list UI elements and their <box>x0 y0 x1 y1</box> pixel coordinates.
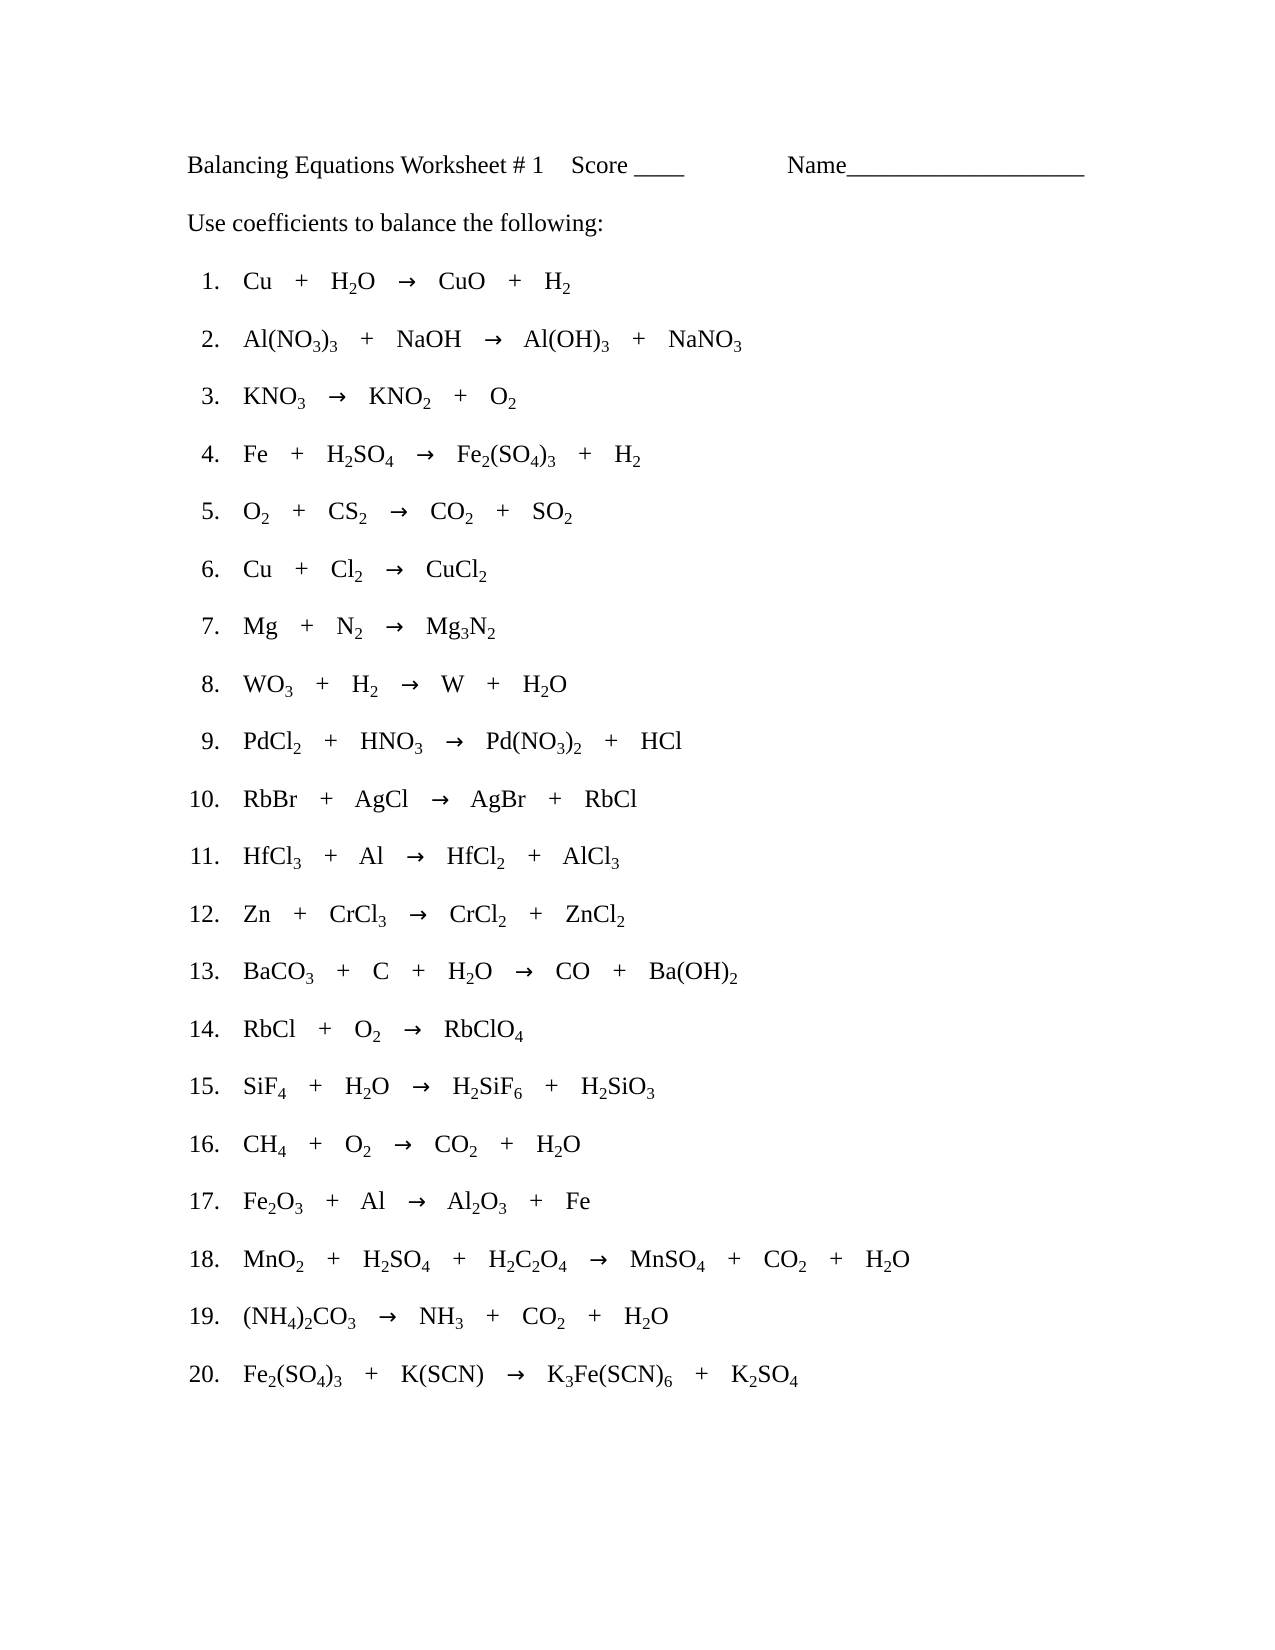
arrow-icon: → <box>445 730 464 755</box>
problem-number: 20. <box>188 1360 220 1388</box>
score-field: Score ____ <box>571 152 685 179</box>
problem-number: 8. <box>201 670 220 698</box>
problem-number: 19. <box>188 1303 220 1330</box>
arrow-icon: → <box>378 1305 397 1330</box>
problem-item <box>0 550 1275 608</box>
problem-number: 4. <box>201 440 220 468</box>
problem-item <box>0 492 1275 550</box>
arrow-icon: → <box>400 672 420 698</box>
problem-item <box>0 895 1275 953</box>
problem-number: 18. <box>188 1245 220 1273</box>
worksheet-header <box>187 146 1087 186</box>
problem-equation: PdCl$_2$ + $HNO_3 \to Pd(NO_3)_2$ + HCl <box>243 728 683 758</box>
arrow-icon: → <box>403 1017 422 1043</box>
arrow-icon: → <box>506 1362 525 1388</box>
problem-number: 14. <box>188 1015 220 1043</box>
arrow-icon: → <box>407 1190 426 1215</box>
problem-equation: RbBr + AgCl → AgBr + RbCl <box>243 785 638 813</box>
problem-item <box>0 320 1275 378</box>
problem-item <box>0 665 1275 723</box>
problem-number: 2. <box>201 325 220 353</box>
problem-equation: $WO_3 + H_2 \to W + H_2O$ <box>243 670 568 701</box>
arrow-icon: → <box>385 615 404 640</box>
problem-item <box>0 607 1275 665</box>
problem-number: 7. <box>201 613 220 640</box>
arrow-icon: → <box>385 557 404 583</box>
problem-item <box>0 1297 1275 1355</box>
worksheet-title: Balancing Equations Worksheet # 1 <box>187 152 545 179</box>
problem-equation: $Mg + N_2 \to Mg_3N_2$ <box>243 613 496 643</box>
problem-item <box>0 1355 1275 1413</box>
arrow-icon: → <box>589 1247 608 1273</box>
problem-equation: $Cu + H_2O$ → CuO + $H_2$ <box>243 268 571 298</box>
arrow-icon: → <box>514 960 534 985</box>
problem-number: 16. <box>188 1130 220 1158</box>
problem-number: 6. <box>201 555 220 583</box>
problem-equation: $Al(NO_3)_3$ + NaOH → $Al(OH)_3$ + NaNO$_3$ <box>243 325 742 356</box>
problem-number: 5. <box>201 498 220 525</box>
problem-number: 17. <box>188 1188 220 1215</box>
problem-equation: $SiF_4 + H_2O \to H_2SiF_6 + H_2SiO_3$ <box>243 1073 655 1103</box>
problem-item <box>0 262 1275 320</box>
problem-equation: $Cu + Cl_2$ → CuCl$_2$ <box>243 555 488 586</box>
problem-equation: HfCl$_3$ + Al → HfCl$_2$ + AlCl$_3$ <box>243 843 620 873</box>
arrow-icon: → <box>411 1075 431 1100</box>
arrow-icon: → <box>430 787 450 813</box>
problem-number: 13. <box>188 958 220 985</box>
problem-number: 12. <box>188 900 220 928</box>
arrow-icon: → <box>389 500 408 525</box>
problem-equation: BaCO$_3$ + $C + H_2O$ → CO + $Ba(OH)_2$ <box>243 958 738 988</box>
problem-number: 9. <box>201 728 220 755</box>
problem-item <box>0 837 1275 895</box>
problem-equation: $Fe_2O_3 + Al \to Al_2O_3 + Fe$ <box>243 1188 591 1218</box>
name-field: Name___________________ <box>787 152 1085 179</box>
arrow-icon: → <box>408 902 428 928</box>
problem-equation: $KNO_3 \to KNO_2 + O_2$ <box>243 383 517 413</box>
arrow-icon: → <box>483 327 503 353</box>
problem-item <box>0 1182 1275 1240</box>
instructions: Use coefficients to balance the following: <box>187 210 604 237</box>
problem-equation: $Fe_2(SO_4)_3 + K(SCN) \to K_3Fe(SCN)_6 + K_2SO_4$ <box>243 1360 799 1391</box>
problem-equation: Zn + CrCl$_3$ → CrCl$_2$ + ZnCl$_2$ <box>243 900 626 931</box>
problem-equation: $MnO_2 + H_2SO_4 + H_2C_2O_4$ → MnSO$_4$ + $CO_2 + H_2O$ <box>243 1245 911 1276</box>
problem-number: 1. <box>201 268 220 295</box>
arrow-icon: → <box>393 1132 413 1158</box>
problem-number: 3. <box>201 383 220 410</box>
problem-number: 11. <box>189 843 220 870</box>
problem-item <box>0 435 1275 493</box>
problem-number: 10. <box>188 785 220 813</box>
problem-item <box>0 722 1275 780</box>
problem-item <box>0 1125 1275 1183</box>
problem-item <box>0 1067 1275 1125</box>
problem-item <box>0 1240 1275 1298</box>
problem-equation: $Fe + H_2SO_4 \to Fe_2(SO_4)_3 + H_2$ <box>243 440 641 471</box>
arrow-icon: → <box>397 270 417 295</box>
problem-item <box>0 1010 1275 1068</box>
problem-list <box>0 262 1275 1412</box>
problem-item <box>0 952 1275 1010</box>
problem-equation: RbCl + $O_2$ → RbClO$_4$ <box>243 1015 524 1046</box>
problem-number: 15. <box>188 1073 220 1100</box>
problem-equation: $CH_4 + O_2 \to CO_2 + H_2O$ <box>243 1130 581 1161</box>
problem-item <box>0 377 1275 435</box>
arrow-icon: → <box>405 845 425 870</box>
problem-equation: $O_2 + CS_2 \to CO_2 + SO_2$ <box>243 498 573 528</box>
arrow-icon: → <box>327 385 347 410</box>
problem-item <box>0 780 1275 838</box>
problem-equation: $(NH_4)_2CO_3 \to NH_3 + CO_2 + H_2O$ <box>243 1303 669 1333</box>
arrow-icon: → <box>415 442 435 468</box>
